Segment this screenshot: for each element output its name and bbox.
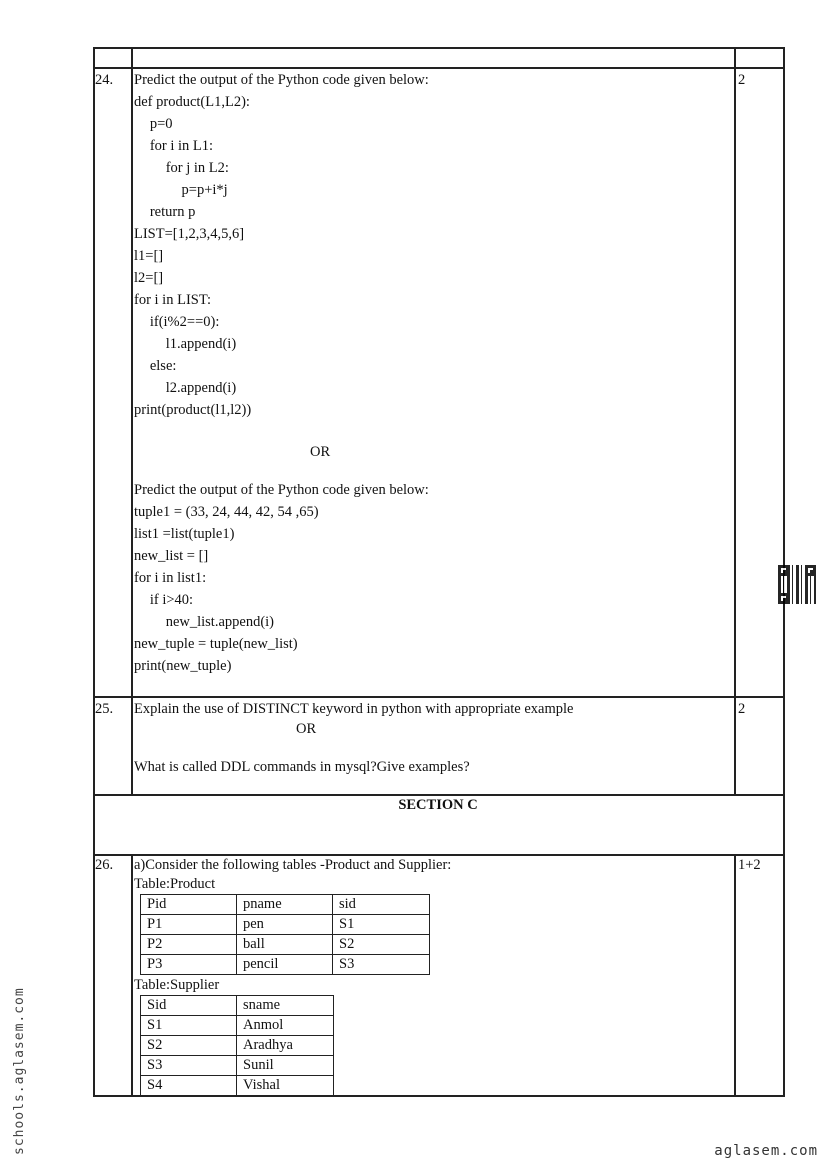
question-text-alt: What is called DDL commands in mysql?Give examples? [134, 759, 470, 775]
code-line: for i in L1: [142, 138, 214, 154]
table-cell: S2 [147, 1037, 163, 1053]
code-line: def product(L1,L2): [134, 94, 250, 110]
code-line: Predict the output of the Python code given below: [134, 482, 429, 498]
table-header-cell: Pid [147, 896, 167, 912]
table-cell: Aradhya [243, 1037, 293, 1053]
code-line: LIST=[1,2,3,4,5,6] [134, 226, 245, 242]
code-line: Predict the output of the Python code given below: [134, 72, 429, 88]
table-cell: P3 [147, 956, 163, 972]
code-line: list1 =list(tuple1) [134, 526, 235, 542]
qr-code [778, 565, 816, 604]
table-cell: pen [243, 916, 264, 932]
code-line: l2.append(i) [151, 380, 237, 396]
question-number: 24. [95, 72, 114, 88]
question-number: 25. [95, 701, 114, 717]
code-line: l1.append(i) [151, 336, 237, 352]
code-line: new_tuple = tuple(new_list) [134, 636, 298, 652]
code-line: p=p+i*j [159, 182, 228, 198]
code-line: if(i%2==0): [142, 314, 220, 330]
section-heading: SECTION C [398, 797, 478, 813]
code-line: l2=[] [134, 270, 164, 286]
marks: 1+2 [738, 857, 761, 873]
code-line: for i in LIST: [134, 292, 212, 308]
table-cell: Sunil [243, 1057, 274, 1073]
code-line: l1=[] [134, 248, 164, 264]
question-text: a)Consider the following tables -Product and Supplier: [134, 857, 452, 873]
table-header-cell: sname [243, 997, 281, 1013]
code-line: if i>40: [142, 592, 194, 608]
table-cell: ball [243, 936, 265, 952]
question-number: 26. [95, 857, 114, 873]
code-line: for i in list1: [134, 570, 207, 586]
or-separator: OR [296, 721, 317, 737]
code-line: print(product(l1,l2)) [134, 402, 252, 418]
question-text: Explain the use of DISTINCT keyword in python with appropriate example [134, 701, 574, 717]
table-label-supplier: Table:Supplier [134, 977, 220, 993]
table-cell: Anmol [243, 1017, 284, 1033]
code-line: else: [142, 358, 177, 374]
table-cell: S3 [147, 1057, 163, 1073]
table-header-cell: sid [339, 896, 356, 912]
code-line: tuple1 = (33, 24, 44, 42, 54 ,65) [134, 504, 319, 520]
table-cell: S1 [339, 916, 355, 932]
code-line: new_list.append(i) [151, 614, 275, 630]
watermark: schools.aglasem.com [12, 987, 27, 1155]
code-line: print(new_tuple) [134, 658, 232, 674]
table-label-product: Table:Product [134, 876, 216, 892]
table-cell: S3 [339, 956, 355, 972]
code-line: return p [142, 204, 196, 220]
table-cell: P1 [147, 916, 163, 932]
marks: 2 [738, 701, 746, 717]
table-cell: S4 [147, 1077, 163, 1093]
table-cell: S2 [339, 936, 355, 952]
marks: 2 [738, 72, 746, 88]
table-cell: P2 [147, 936, 163, 952]
code-line: p=0 [142, 116, 173, 132]
footer-brand: aglasem.com [714, 1143, 818, 1159]
table-header-cell: Sid [147, 997, 167, 1013]
table-cell: Vishal [243, 1077, 280, 1093]
table-header-cell: pname [243, 896, 282, 912]
or-separator: OR [310, 444, 331, 460]
code-line: for j in L2: [151, 160, 229, 176]
code-line: new_list = [] [134, 548, 209, 564]
table-cell: pencil [243, 956, 279, 972]
table-cell: S1 [147, 1017, 163, 1033]
